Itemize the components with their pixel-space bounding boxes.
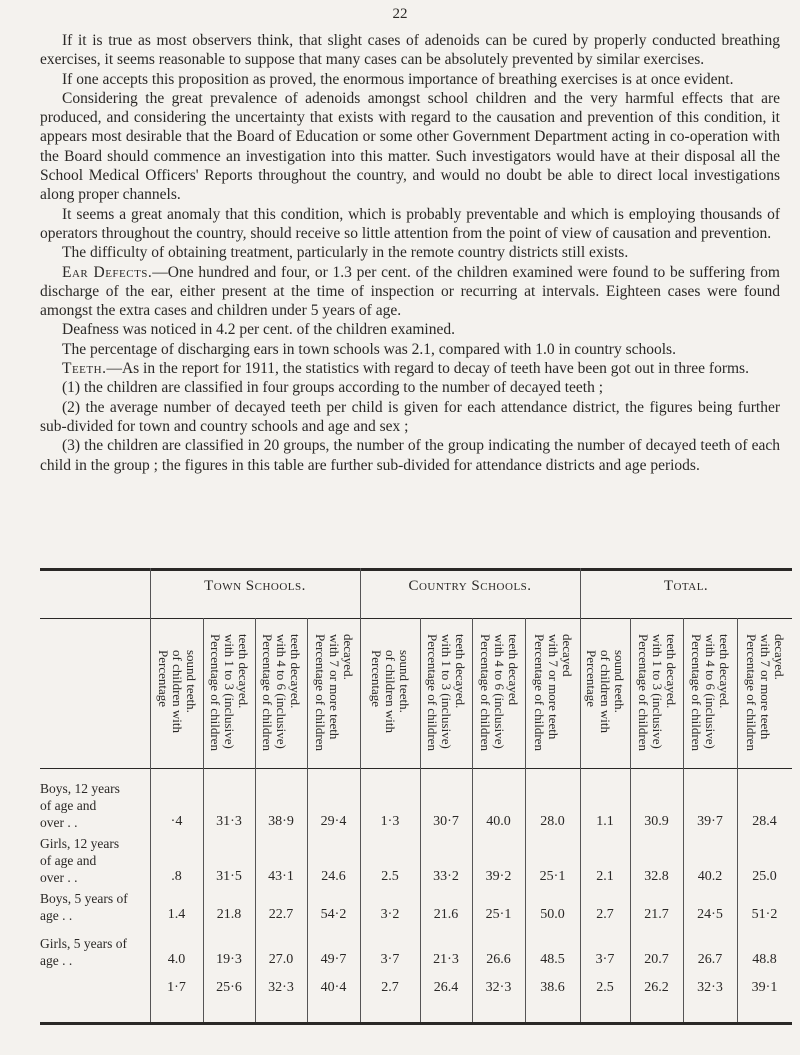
column-header-text (584, 650, 626, 733)
row-label-line: age . . (40, 953, 73, 968)
column-header-text (478, 634, 520, 751)
column-header-line: with 1 to 3 (inclusive) (649, 633, 665, 749)
table-cell: 40.2 (697, 869, 723, 884)
column-header-text (425, 634, 467, 751)
group-header: Total. (663, 578, 709, 594)
ear-defects-paragraph (40, 263, 780, 321)
table-cell: 38.6 (540, 980, 565, 995)
column-header-line: decayed (559, 633, 575, 677)
table-cell: 40.0 (486, 814, 511, 829)
top-rule (40, 568, 792, 571)
column-header-line: with 4 to 6 (inclusive) (703, 633, 718, 749)
table-cell: 2.5 (381, 869, 399, 884)
table-cell: 32·3 (697, 980, 723, 995)
paragraph: Deafness was noticed in 4.2 per cent. of the children examined. (62, 321, 455, 339)
column-header-line: of children with (383, 650, 398, 734)
row-label-line: Boys, 5 years of (40, 891, 128, 906)
column-header-line: teeth decayed (505, 633, 521, 705)
table-cell: 3·2 (380, 907, 400, 922)
table-cell: 39·2 (485, 869, 512, 884)
list-item: (1) the children are classified in four groups according to the number of decayed teeth ; (62, 379, 604, 397)
row-label-line: of age and (40, 798, 97, 813)
table-cell: 30·7 (433, 814, 459, 829)
table-cell: 3·7 (595, 952, 615, 967)
column-header-text (744, 634, 786, 751)
column-header (737, 626, 792, 758)
row-label-line: over . . (40, 815, 78, 830)
column-header-line: with 7 or more teeth (757, 633, 773, 739)
table-cell: 51·2 (751, 907, 778, 922)
column-header-line: Percentage of children (689, 633, 704, 751)
column-header-line: of children with (169, 650, 185, 734)
column-header-line: sound teeth. (183, 650, 199, 714)
column-header-text (689, 634, 731, 751)
column-header-line: Percentage of children (743, 633, 759, 751)
teeth-heading: Teeth. (62, 360, 107, 378)
table-cell: 40·4 (320, 980, 347, 995)
teeth-paragraph (40, 359, 780, 378)
column-header-line: with 7 or more teeth (326, 633, 342, 739)
table-cell: 26.6 (486, 952, 511, 967)
table-cell: 1.1 (596, 814, 614, 829)
table-cell: 33·2 (433, 869, 459, 884)
table-cell: 31·3 (216, 814, 242, 829)
table-cell: 28.4 (752, 814, 777, 829)
column-header-line: with 4 to 6 (inclusive) (274, 633, 289, 749)
column-header-line: decayed. (771, 633, 787, 680)
header-rule (40, 768, 792, 769)
column-header-line: Percentage (584, 650, 599, 708)
table-cell: 2.1 (596, 869, 614, 884)
row-label-line: Girls, 5 years of (40, 936, 127, 951)
column-header-line: teeth decayed. (663, 633, 679, 708)
row-label-line: Girls, 12 years (40, 836, 120, 851)
table-cell: 32·3 (485, 980, 512, 995)
ear-defects-body: —One hundred and four, or 1.3 per cent. of the children examined were found to be suffering from discharge of the ear, either present at the time of inspection or recurring at intervals. Eighteen cases were found amongst the extra cases and children under 5 years of age. (40, 263, 780, 320)
column-header-line: sound teeth. (612, 650, 627, 714)
paragraph: It seems a great anomaly that this condition, which is probably preventable and which is employing thousands of operators throughout the country, should receive so little attention from the point of view of causation and prevention. (40, 205, 780, 242)
column-header-line: Percentage of children (208, 633, 223, 751)
column-header-text (208, 634, 250, 751)
table-cell: 21.7 (644, 907, 669, 922)
table-cell: 54·2 (320, 907, 347, 922)
group-header: Town Schools. (204, 578, 306, 594)
row-label-line: of age and (40, 853, 97, 868)
paragraph: If it is true as most observers think, that slight cases of adenoids can be cured by properly conducted breathing exercises, it seems reasonable to suppose that many cases can be absolutely prevented by similar exercises. (40, 32, 780, 69)
table-cell: 29·4 (320, 814, 347, 829)
table-cell: 21·3 (433, 952, 459, 967)
table-cell: 21.6 (433, 907, 459, 922)
table-cell: 39·7 (697, 814, 723, 829)
table-cell: ·4 (170, 814, 183, 829)
column-header (683, 626, 737, 758)
column-header (203, 626, 255, 758)
group-header: Country Schools. (408, 578, 532, 594)
column-header (360, 626, 420, 758)
table-cell: 32·3 (268, 980, 294, 995)
column-header-line: teeth decayed. (288, 633, 303, 708)
column-header-line: Percentage of children (531, 633, 547, 751)
table-cell: 28.0 (540, 814, 565, 829)
table-cell: 32.8 (644, 869, 669, 884)
column-header-line: Percentage of children (477, 633, 493, 751)
table-cell: 1.4 (167, 907, 186, 922)
column-header-line: Percentage of children (260, 633, 275, 751)
table-cell: 30.9 (644, 814, 669, 829)
column-header (630, 626, 683, 758)
column-header-line: Percentage (155, 650, 171, 708)
column-header-line: Percentage of children (312, 633, 328, 751)
column-header-text (532, 634, 574, 751)
table-cell: 26.4 (433, 980, 459, 995)
column-header (420, 626, 472, 758)
table-cell: 24·5 (697, 907, 723, 922)
table-cell: 48.5 (540, 952, 565, 967)
page-number: 22 (392, 6, 408, 22)
row-label (40, 890, 150, 924)
paragraph: The percentage of discharging ears in town schools was 2.1, compared with 1.0 in country schools. (62, 340, 676, 358)
table-cell: 21.8 (216, 907, 242, 922)
list-item: (2) the average number of decayed teeth per child is given for each attendance district, the figures being further sub-divided for town and country schools and age and sex ; (40, 398, 780, 435)
table-cell: 20.7 (644, 952, 669, 967)
bottom-rule (40, 1022, 792, 1025)
table-cell: 19·3 (216, 952, 242, 967)
column-header (255, 626, 307, 758)
group-rule (40, 618, 792, 619)
column-header (525, 626, 580, 758)
table-cell: 25·6 (216, 980, 242, 995)
teeth-body: —As in the report for 1911, the statistics with regard to decay of teeth have been got out in three forms. (106, 360, 749, 378)
column-header-text (313, 634, 355, 751)
column-header-text (369, 650, 411, 733)
column-header-line: teeth decayed. (453, 633, 468, 708)
table-cell: 22.7 (268, 907, 294, 922)
table-cell: .8 (171, 869, 182, 884)
table-cell: 1·3 (380, 814, 400, 829)
column-header-line: of children with (598, 650, 613, 734)
table-cell: 3·7 (380, 952, 400, 967)
row-label (40, 935, 150, 969)
ear-defects-heading: Ear Defects. (62, 263, 153, 281)
list-item: (3) the children are classified in 20 groups, the number of the group indicating the number of decayed teeth of each child in the group ; the figures in this table are further sub-divided for attendance districts and age periods. (40, 437, 780, 474)
table-cell: 26.2 (644, 980, 669, 995)
column-header-line: Percentage of children (635, 633, 651, 751)
column-header (307, 626, 360, 758)
table-cell: 24.6 (321, 869, 346, 884)
table-cell: 27.0 (268, 952, 294, 967)
table-cell: 2.5 (596, 980, 614, 995)
table-cell: 26.7 (697, 952, 723, 967)
table-cell: 25.0 (752, 869, 777, 884)
column-header-line: decayed. (340, 633, 356, 680)
table-cell: 1·7 (167, 980, 186, 995)
column-header-line: with 1 to 3 (inclusive) (439, 633, 454, 749)
column-header-line: teeth decayed. (236, 633, 251, 708)
column-header (472, 626, 525, 758)
table-cell: 2.7 (596, 907, 614, 922)
table-cell: 31·5 (216, 869, 242, 884)
table-cell: 48.8 (752, 952, 777, 967)
table-cell: 43·1 (268, 869, 294, 884)
column-header-text (260, 634, 302, 751)
table-cell: 25·1 (485, 907, 512, 922)
column-header-line: sound teeth. (397, 650, 412, 714)
body-text (40, 31, 780, 475)
paragraph: If one accepts this proposition as proved, the enormous importance of breathing exercises is at once evident. (62, 70, 734, 88)
column-header-line: with 1 to 3 (inclusive) (222, 633, 237, 749)
row-label (40, 835, 150, 886)
column-header-line: with 4 to 6 (inclusive) (491, 633, 507, 749)
column-header-line: Percentage of children (425, 633, 440, 751)
row-label-line: Boys, 12 years (40, 781, 120, 796)
paragraph: The difficulty of obtaining treatment, particularly in the remote country districts still exists. (62, 244, 629, 262)
table-cell: 2.7 (381, 980, 399, 995)
row-label-line: age . . (40, 908, 73, 923)
table-cell: 25·1 (539, 869, 566, 884)
column-header-line: teeth decayed. (717, 633, 732, 708)
column-header (580, 626, 630, 758)
column-header-line: Percentage (369, 650, 384, 708)
row-label-line: over . . (40, 870, 78, 885)
table-cell: 38·9 (268, 814, 294, 829)
teeth-statistics-table (40, 568, 792, 1028)
table-cell: 49·7 (320, 952, 347, 967)
table-cell: 39·1 (751, 980, 778, 995)
column-header-line: with 7 or more teeth (545, 633, 561, 739)
column-header-text (156, 650, 198, 733)
paragraph: Considering the great prevalence of adenoids amongst school children and the very harmful effects that are produced, and considering the uncertainty that exists with regard to the causation and prevention of this condition, it appears most desirable that the Board of Education or some other Government Department acting in co-operation with the Board should commence an investigation into this matter. Such investigators would have at their disposal all the School Medical Officers' Reports throughout the country, and would no doubt be able to direct local investigations along proper channels. (40, 89, 780, 204)
table-cell: 50.0 (540, 907, 565, 922)
column-header-text (636, 634, 678, 751)
table-cell: 4.0 (167, 952, 186, 967)
row-label (40, 780, 150, 831)
column-header (150, 626, 203, 758)
